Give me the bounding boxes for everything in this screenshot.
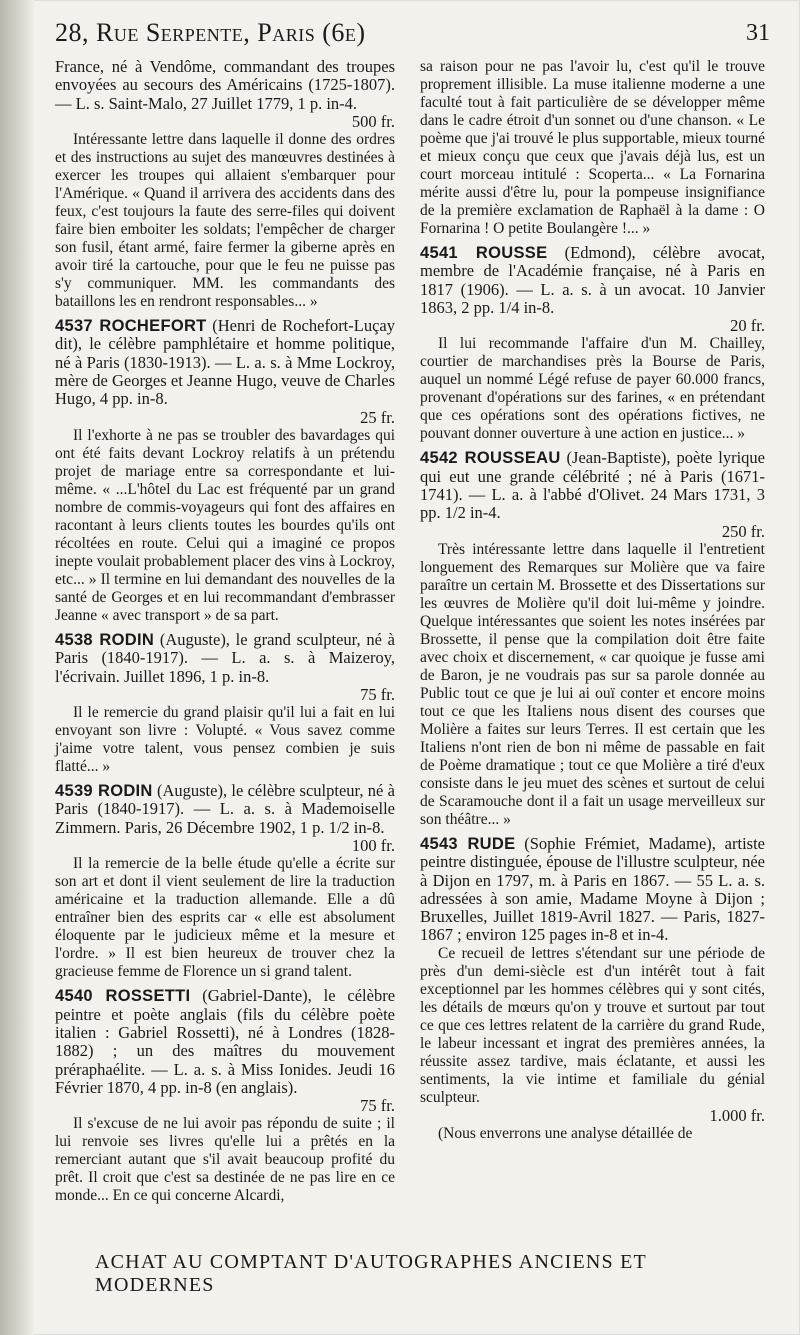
page-footer: ACHAT AU COMPTANT D'AUTOGRAPHES ANCIENS ET MODERNES (95, 1251, 647, 1296)
entry-4541-price: 20 fr. (730, 316, 765, 336)
entry-4538 (55, 631, 395, 776)
entry-4542-desc: (Jean-Baptiste), poète lyrique qui eut une grande célébrité ; né à Paris (1671-1741). — L. a. à l'abbé d'Olivet. 24 Mars 1731, 3 pp. 1/2 in-4. (420, 448, 765, 523)
entry-4543 (420, 835, 765, 1143)
entry-4537 (55, 317, 395, 625)
entry-4537-lead: 4537 ROCHEFORT (55, 317, 207, 336)
entry-4537-desc: (Henri de Rochefort-Luçay dit), le célèbre pamphlétaire et homme politique, né à Paris (1830-1913). — L. a. s. à Mme Lockroy, mère de Georges et Jeanne Hugo, veuve de Charles Hugo, 4 pp. in-8. (55, 316, 395, 409)
page-edge-shadow (0, 0, 34, 1335)
entry-4539-body: Il la remercie de la belle étude qu'elle a écrite sur son art et dont il vient seulement de lire la traduction américaine et la traduction allemande. Elle a dû entraîner bien des esprits car « elle est absolument éloquente par le judicieux même et la mesure et l'ordre. » Il est bien heureux de trouver chez la gracieuse femme de Florence un si grand talent. (55, 855, 395, 981)
entry-4538-body: Il le remercie du grand plaisir qu'il lui a fait en lui envoyant son livre : Volupté. « Vous savez comme j'aime votre talent, vous pensez combien je suis flatté... » (55, 704, 395, 776)
left-column (55, 58, 395, 1211)
entry-4542-price: 250 fr. (721, 521, 765, 541)
entry-4540-desc: (Gabriel-Dante), le célèbre peintre et poète anglais (fils du célèbre poète italien : Gabriel Rossetti), né à Londres (1828-1882) ; un des maîtres du mouvement préraphaélite. — L. a. s. à Miss Ionides. Jeudi 16 Février 1870, 4 pp. in-8 (en anglais). (55, 986, 396, 1097)
entry-4541-desc: (Edmond), célèbre avocat, membre de l'Académie française, né à Paris en 1817 (1906). — L. a. s. à un avocat. 10 Janvier 1863, 2 pp. 1/4 in-8. (420, 243, 765, 317)
entry-4542-body: Très intéressante lettre dans laquelle il l'entretient longuement des Remarques sur Molière que va faire paraître un certain M. Brossette et des Dissertations sur les œuvres de Molière qu'il doit lui-même y joindre. Quelque intéressantes que soient les notes insérées par Brossette, il pense que la compilation doit être faite avec choix et discernement, « car quoique je fusse ami de Baron, je ne voudrais pas sur sa parole donnée au Public tout ce que je lui ai ouï conter et encore moins tout ce que les Italiens nous disent des courses que Molière a faites sur leurs Terres. Il est certain que les Italiens n'ont rien de bon ni même de passable en fait de Poème dramatique ; tout ce que Molière a tiré d'eux consiste dans le jeu muet des scènes et surtout de celui de Scaramouche dont il a fait un usage merveilleux sur son théâtre... » (420, 540, 765, 828)
entry-4539-price: 100 fr. (351, 836, 395, 856)
entry-4539 (55, 782, 395, 981)
entry-4539-lead: 4539 RODIN (55, 782, 153, 801)
entry-4538-head (55, 631, 395, 686)
entry-4543-desc: (Sophie Frémiet, Madame), artiste peintre distinguée, épouse de l'illustre sculpteur, née à Dijon en 1797, m. à Paris en 1867. — 55 L. a. s. adressées à son amie, Madame Moyne à Dijon ; Bruxelles, Juillet 1819-Avril 1827. — Paris, 1827-1867 ; environ 125 pages in-8 et in-4. (420, 833, 766, 945)
entry-4538-price: 75 fr. (360, 684, 395, 704)
entry-4541-body: Il lui recommande l'affaire d'un M. Chailley, courtier de marchandises près la Bourse de Paris, auquel un nommé Légé refuse de payer 60.000 francs, provenant d'opérations sur des farines, « en prétendant que ces opérations sont des opérations fictives, ne pouvant donner ouverture à une action en justice... » (420, 335, 765, 443)
entry-4543-lead: 4543 RUDE (420, 834, 516, 853)
entry-4540-lead: 4540 ROSSETTI (55, 987, 191, 1006)
entry-4541 (420, 244, 765, 443)
entry-4542 (420, 449, 765, 828)
entry-4543-note: (Nous enverrons une analyse détaillée de (438, 1125, 693, 1143)
entry-4541-head (420, 244, 765, 317)
right-column (420, 58, 765, 1149)
entry-4540-head (55, 987, 395, 1097)
entry-intro-head: France, né à Vendôme, commandant des troupes envoyées au secours des Américains (1725-1807). — L. s. Saint-Malo, 27 Juillet 1779, 1 p. in-4. (55, 57, 395, 113)
entry-4540-price: 75 fr. (360, 1096, 395, 1116)
entry-4537-body: Il l'exhorte à ne pas se troubler des bavardages qui ont été faits devant Lockroy relatifs à un prétendu projet de mariage entre sa correspondante et lui-même. « ...L'hôtel du Lac est fréquenté par un grand nombre de commis-voyageurs qui font des affaires en racontant à leurs clients toutes les bourdes qu'ils ont récoltées en route. Celui qui a imaginé ce propos inepte voulait probablement placer des vins à Lockroy, etc... » Il termine en lui demandant des nouvelles de la santé de Georges et en lui recommandant d'embrasser Jeanne « avec transport » de sa part. (55, 426, 395, 624)
entry-4543-price: 1.000 fr. (709, 1105, 765, 1125)
entry-4540-continued-body: sa raison pour ne pas l'avoir lu, c'est qu'il le trouve proprement illisible. La muse italienne moderne a une faculté tout à fait particulière de se développer même dans le cadre étroit d'un sonnet ou d'une chanson. « Le poème que j'ai trouvé le plus supportable, mieux tourné et mieux conçu que ceux que j'avais déjà lus, est un court morceau intitulé : Scoperta... « La Fornarina mérite aussi d'être lu, pour la pompeuse insignifiance de la première exclamation de Raphaël à la dame : O Fornarina ! O petite Boulangère !... » (420, 58, 765, 237)
page-header (55, 18, 770, 58)
entry-4543-head (420, 835, 765, 945)
entry-4542-lead: 4542 ROUSSEAU (420, 449, 561, 468)
entry-intro (55, 58, 395, 311)
entry-4540-continued (420, 58, 765, 238)
entry-4537-price: 25 fr. (360, 407, 395, 427)
page-number: 31 (746, 20, 770, 46)
entry-4538-lead: 4538 RODIN (55, 630, 155, 649)
entry-4541-lead: 4541 ROUSSE (420, 244, 548, 262)
entry-4543-body: Ce recueil de lettres s'étendant sur une période de près d'un demi-siècle est d'un intérêt tout à fait exceptionnel par les hommes célèbres qui y sont cités, les détails de mœurs qu'on y trouve et surtout par tout ce que ces lettres relatent de la carrière du grand Rude, le labeur incessant et ingrat des premières années, la réussite assez tardive, mais éclatante, et aussi les sentiments, la vie intime et familiale du génial sculpteur. (420, 944, 765, 1106)
entry-4538-desc: (Auguste), le grand sculpteur, né à Paris (1840-1917). — L. a. s. à Maizeroy, l'écrivain. Juillet 1896, 1 p. in-8. (55, 629, 395, 686)
header-address: 28, Rue Serpente, Paris (6e) (55, 18, 366, 47)
entry-4542-head (420, 449, 765, 522)
entry-4539-desc: (Auguste), le célèbre sculpteur, né à Paris (1840-1917). — L. a. s. à Mademoiselle Zimmern. Paris, 26 Décembre 1902, 1 p. 1/2 in-8. (55, 781, 396, 837)
entry-intro-body: Intéressante lettre dans laquelle il donne des ordres et des instructions au sujet des manœuvres destinées à exercer les troupes qui allaient s'embarquer pour l'Amérique. « Quand il arrivera des accidents dans des feux, c'est toujours la faute des serre-files qui doivent faire bien emboiter les soldats; l'empêcher de charger son fusil, étant armé, faire fermer la giberne après en avoir tiré la cartouche, pour que le feu ne puisse pas s'y communiquer. MM. les commandants des bataillons les en rendront responsables... » (55, 131, 395, 311)
entry-4540-body: Il s'excuse de ne lui avoir pas répondu de suite ; il lui renvoie ses livres qu'elle lui a prêtés en la remerciant autant que s'il avait beaucoup profité du prêt. Il croit que c'est sa destinée de ne pas lire en ce monde... En ce qui concerne Alcardi, (55, 1115, 395, 1205)
entry-4539-head (55, 782, 395, 837)
entry-4537-head (55, 317, 395, 408)
entry-intro-price: 500 fr. (351, 111, 395, 131)
entry-4540 (55, 987, 395, 1205)
